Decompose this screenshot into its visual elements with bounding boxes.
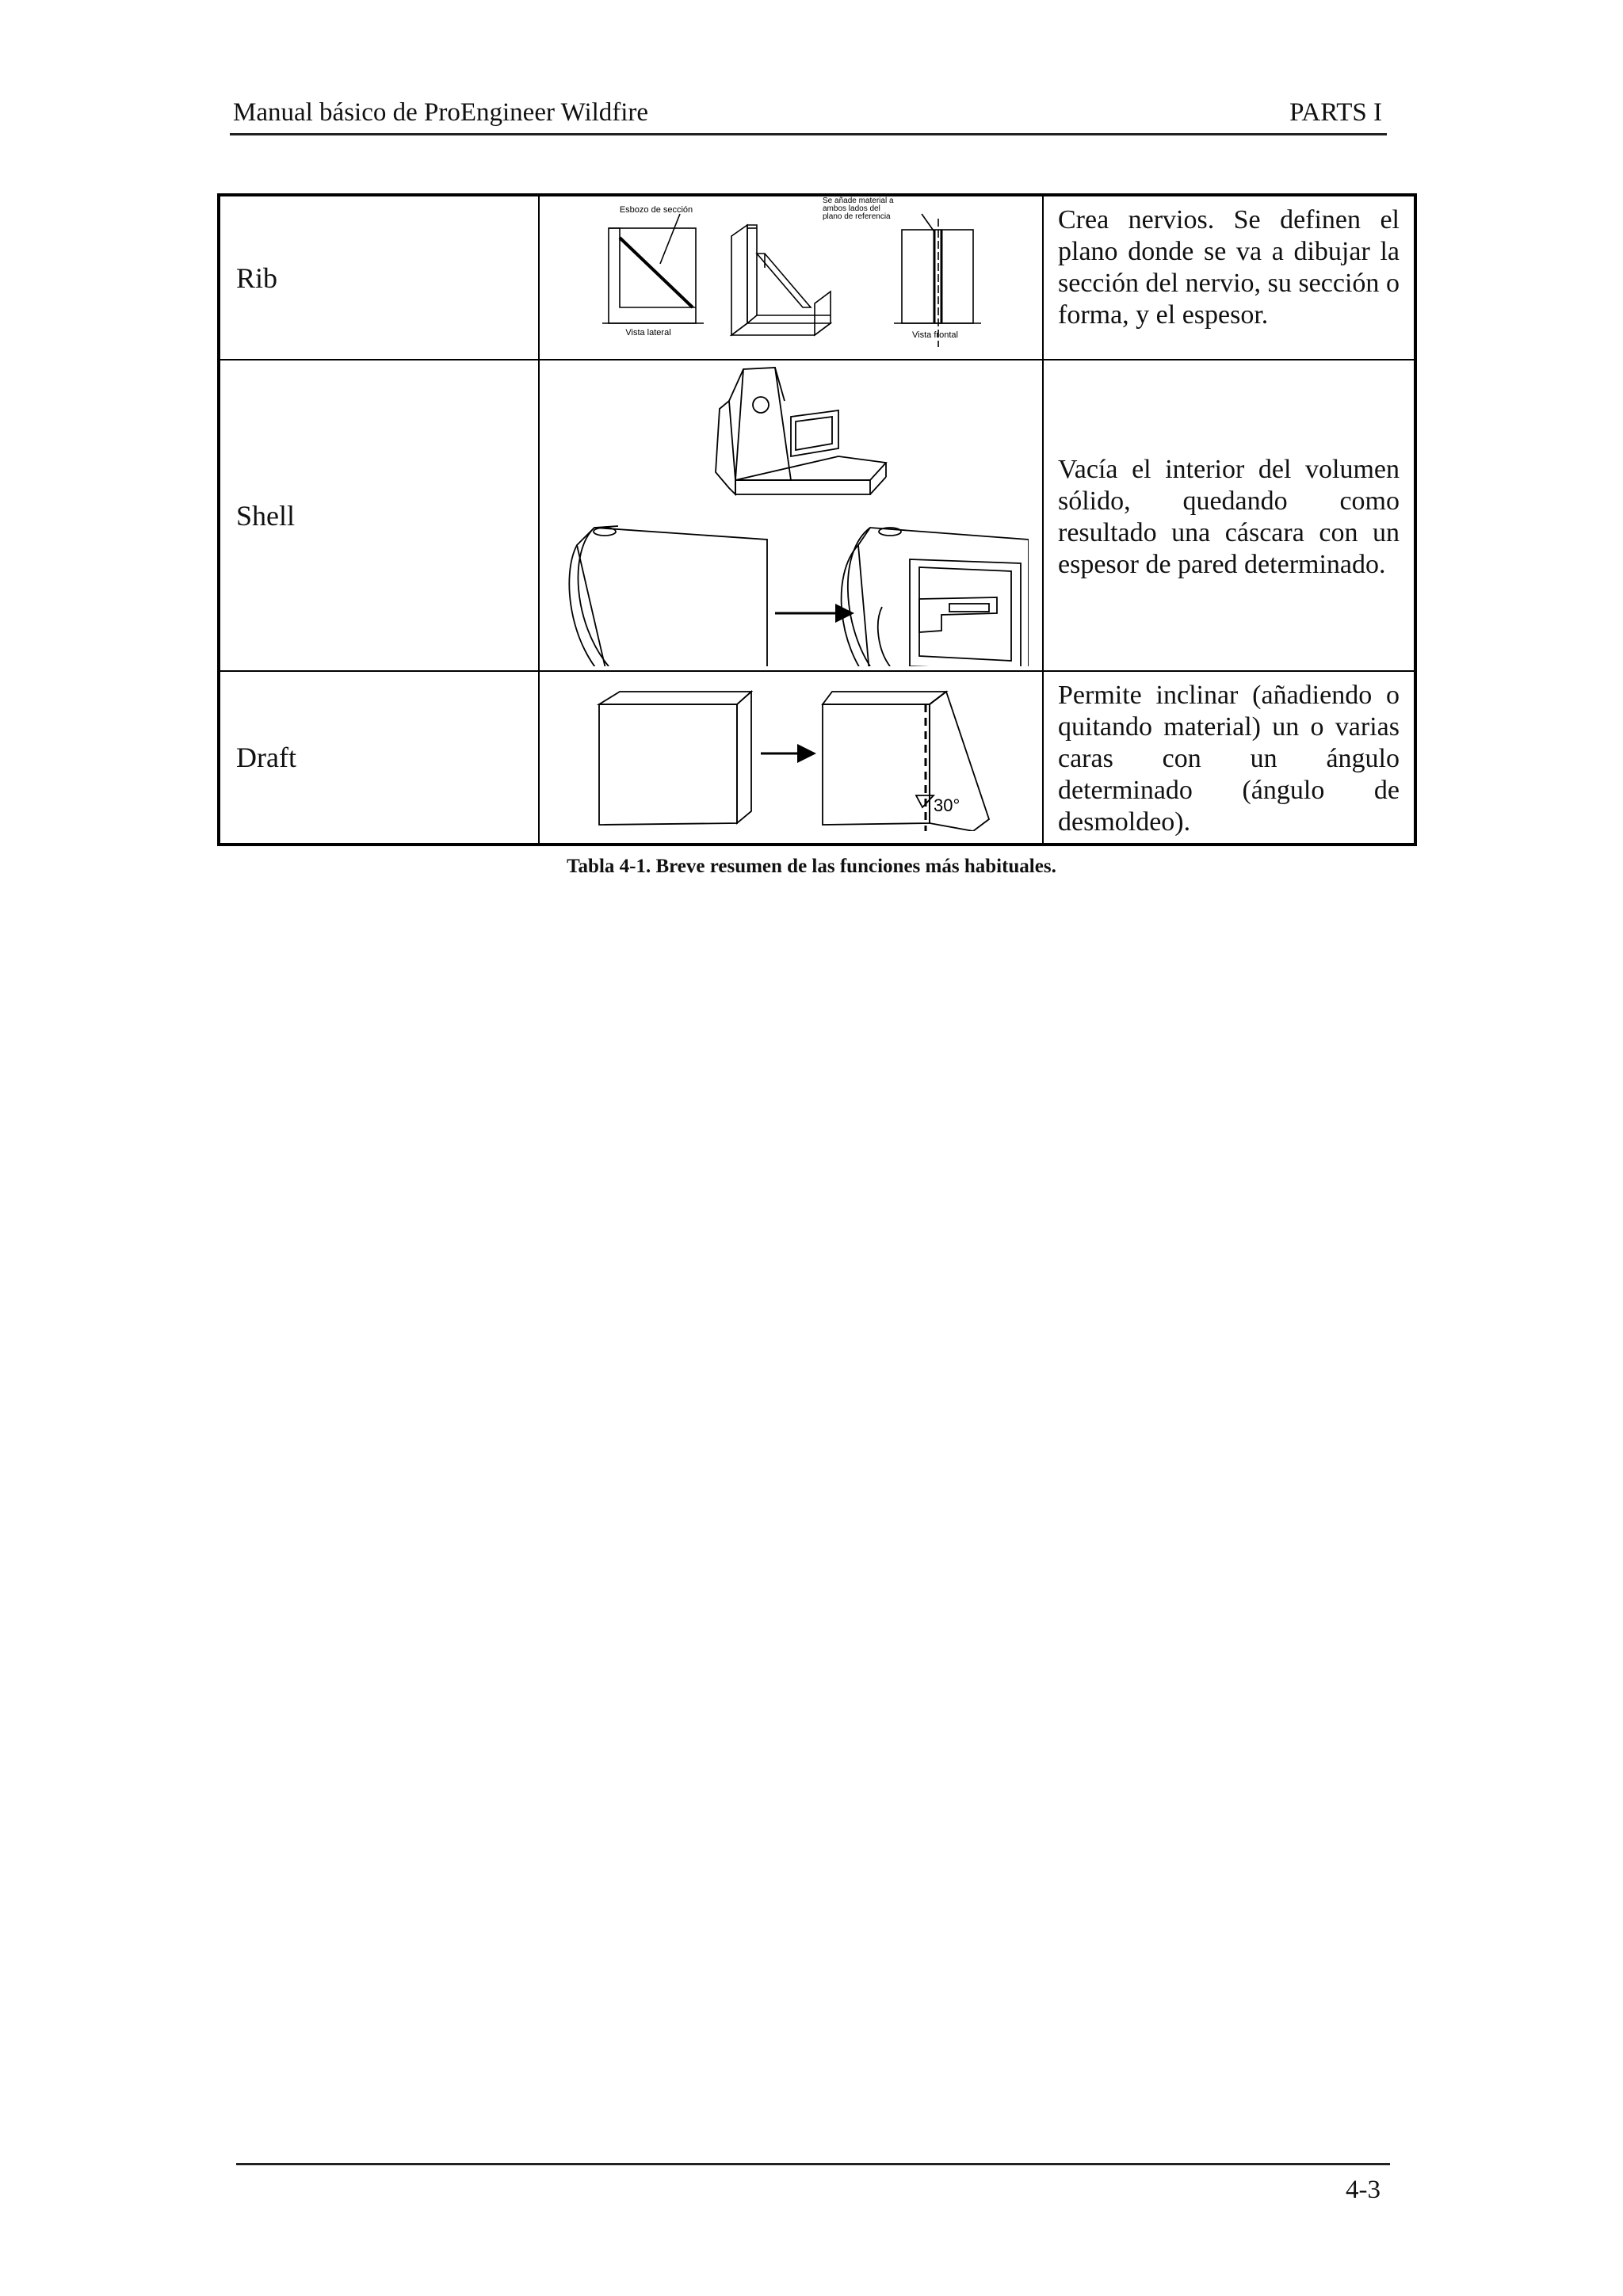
feature-description: Vacía el interior del volumen sólido, quedando como resultado una cáscara con un espesor de pared determinado.: [1043, 360, 1415, 671]
draft-figure: [553, 681, 1029, 831]
rib-figure: [593, 196, 989, 355]
added-label-2: ambos lados del: [823, 204, 880, 213]
table-row-rib: [219, 195, 1415, 360]
document-title: Manual básico de ProEngineer Wildfire: [233, 98, 649, 127]
feature-description: Permite inclinar (añadiendo o quitando material) un o varias caras con un ángulo determinado (ángulo de desmoldeo).: [1043, 671, 1415, 845]
table-row-shell: [219, 360, 1415, 671]
feature-description: Crea nervios. Se definen el plano donde se va a dibujar la sección del nervio, su sección o forma, y el espesor.: [1043, 195, 1415, 360]
section-title: PARTS I: [1289, 98, 1382, 127]
added-label-1: Se añade material a: [823, 196, 894, 205]
functions-table: [217, 193, 1417, 846]
shell-figure: [553, 361, 1029, 666]
rib-figure-cell: [539, 195, 1043, 360]
sketch-label: Esbozo de sección: [619, 205, 693, 215]
table-row-draft: [219, 671, 1415, 845]
added-label-3: plano de referencia: [823, 212, 891, 221]
front-view-label: Vista frontal: [912, 330, 958, 340]
footer-rule: [236, 2163, 1390, 2165]
draft-figure-cell: [539, 671, 1043, 845]
feature-name: Draft: [219, 671, 539, 845]
side-view-label: Vista lateral: [625, 328, 671, 338]
shell-figure-cell: [539, 360, 1043, 671]
feature-name: Shell: [219, 360, 539, 671]
draft-angle-label: 30°: [934, 795, 960, 815]
page-number: 4-3: [1346, 2176, 1381, 2204]
table-caption: Tabla 4-1. Breve resumen de las funciones más habituales.: [567, 856, 1056, 877]
feature-name: Rib: [219, 195, 539, 360]
page-header: [230, 93, 1387, 135]
